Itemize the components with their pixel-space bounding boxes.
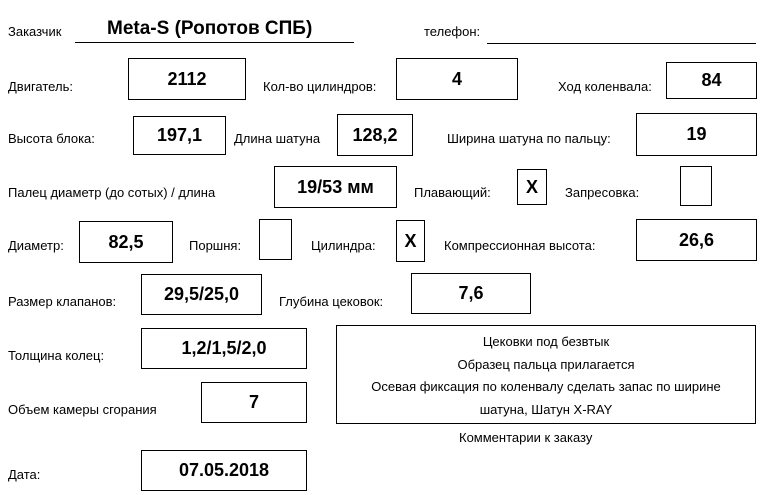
diameter-field[interactable]: 82,5: [79, 221, 173, 263]
phone-label: телефон:: [424, 24, 481, 39]
cylinder-checkbox[interactable]: X: [396, 220, 425, 262]
engine-label: Двигатель:: [8, 79, 73, 94]
pin-label: Палец диаметр (до сотых) / длина: [8, 185, 216, 200]
comment-line: шатуна, Шатун X-RAY: [479, 401, 613, 417]
rod-length-label: Длина шатуна: [234, 131, 321, 146]
customer-value[interactable]: Meta-S (Ропотов СПБ): [107, 18, 313, 39]
pin-field[interactable]: 19/53 мм: [274, 166, 397, 208]
phone-underline: [487, 43, 756, 44]
date-label: Дата:: [8, 467, 41, 482]
rod-length-field[interactable]: 128,2: [337, 114, 413, 156]
cylinder-label: Цилиндра:: [311, 238, 376, 253]
floating-checkbox[interactable]: X: [517, 169, 547, 205]
chamber-volume-field[interactable]: 7: [201, 382, 307, 423]
compression-height-label: Компрессионная высота:: [444, 238, 596, 253]
piston-checkbox[interactable]: [259, 219, 292, 260]
piston-label: Поршня:: [189, 238, 242, 253]
date-field[interactable]: 07.05.2018: [141, 450, 307, 491]
press-fit-checkbox[interactable]: [680, 166, 712, 206]
valve-size-field[interactable]: 29,5/25,0: [141, 274, 262, 315]
press-fit-label: Запресовка:: [565, 185, 640, 200]
chamber-volume-label: Объем камеры сгорания: [8, 402, 157, 417]
engine-field[interactable]: 2112: [128, 58, 246, 100]
block-height-label: Высота блока:: [8, 131, 95, 146]
comment-line: Цековки под безвтык: [482, 334, 610, 349]
comment-line: Образец пальца прилагается: [457, 356, 635, 372]
customer-underline: [75, 42, 354, 43]
stroke-field[interactable]: 84: [666, 62, 757, 99]
floating-label: Плавающий:: [414, 185, 491, 200]
customer-label: Заказчик: [8, 24, 62, 39]
pocket-depth-field[interactable]: 7,6: [411, 273, 531, 314]
cylinders-label: Кол-во цилиндров:: [263, 79, 377, 94]
pocket-depth-label: Глубина цековок:: [279, 294, 384, 309]
rod-width-label: Ширина шатуна по пальцу:: [447, 131, 611, 146]
comments-caption: Комментарии к заказу: [459, 430, 593, 445]
cylinders-field[interactable]: 4: [396, 58, 518, 100]
rod-width-field[interactable]: 19: [636, 113, 757, 156]
stroke-label: Ход коленвала:: [558, 79, 652, 94]
block-height-field[interactable]: 197,1: [133, 116, 226, 155]
comment-line: Осевая фиксация по коленвалу сделать запас по ширине: [371, 379, 721, 394]
ring-thickness-field[interactable]: 1,2/1,5/2,0: [141, 328, 307, 369]
valve-size-label: Размер клапанов:: [8, 294, 117, 309]
compression-height-field[interactable]: 26,6: [636, 219, 757, 261]
ring-thickness-label: Толщина колец:: [8, 348, 105, 363]
diameter-label: Диаметр:: [8, 238, 64, 253]
comments-box[interactable]: [336, 325, 756, 424]
